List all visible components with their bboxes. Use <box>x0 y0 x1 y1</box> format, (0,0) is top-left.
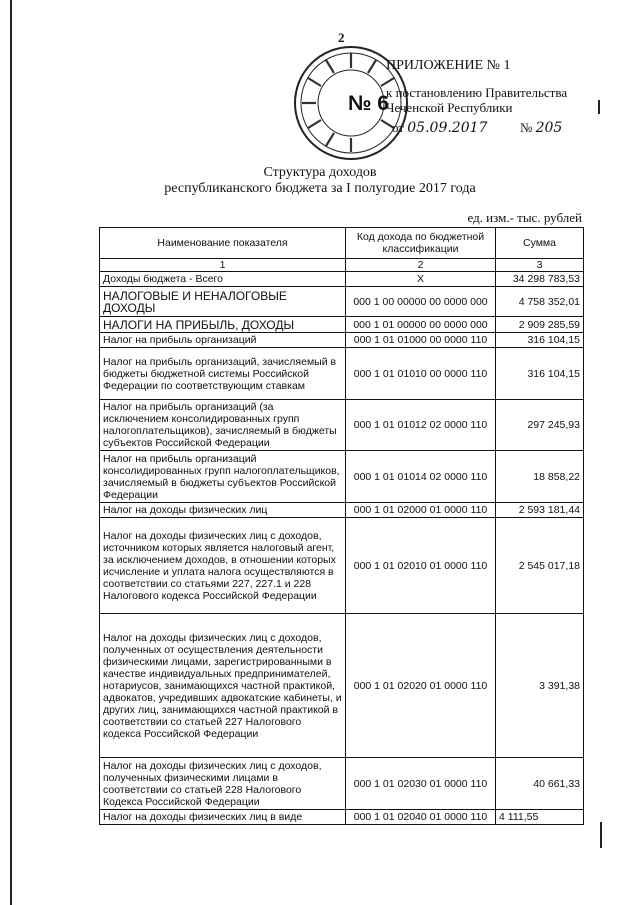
decree-date-row <box>392 120 562 136</box>
row-name: НАЛОГИ НА ПРИБЫЛЬ, ДОХОДЫ <box>100 317 346 333</box>
row-code: 000 1 01 02030 01 0000 110 <box>346 758 496 810</box>
units-label: ед. изм.- тыс. рублей <box>467 210 582 225</box>
row-code: 000 1 01 00000 00 0000 000 <box>346 317 496 333</box>
row-name: Налог на прибыль организаций <box>100 333 346 348</box>
row-name: Налог на доходы физических лиц <box>100 503 346 518</box>
row-sum: 316 104,15 <box>496 348 584 400</box>
header-sum: Сумма <box>496 228 584 259</box>
row-sum: 2 545 017,18 <box>496 518 584 614</box>
row-code: 000 1 01 02020 01 0000 110 <box>346 614 496 758</box>
table-row <box>100 810 584 825</box>
table-row <box>100 272 584 287</box>
decree-number: 205 <box>535 120 563 136</box>
row-sum: 34 298 783,53 <box>496 272 584 287</box>
row-name: Налог на доходы физических лиц с доходов, источником которых является налоговый агент, за исключением доходов, в отношении которых исчисление и уплата налога осуществляются в соответствии со статьями 227, 227.1 и 228 Налогового кодекса Российской Федерации <box>100 518 346 614</box>
table-row <box>100 451 584 503</box>
row-sum: 4 111,55 <box>496 810 584 825</box>
seal-number: № 6 <box>348 92 389 115</box>
table-row <box>100 614 584 758</box>
appendix-title: ПРИЛОЖЕНИЕ № 1 <box>386 58 511 73</box>
header-code: Код дохода по бюджетной классификации <box>346 228 496 259</box>
row-sum: 4 758 352,01 <box>496 287 584 317</box>
row-name: Налог на прибыль организаций (за исключением консолидированных групп налогоплательщиков), зачисляемый в бюджеты субъектов Российской Федерации <box>100 400 346 451</box>
row-sum: 2 909 285,59 <box>496 317 584 333</box>
row-sum: 3 391,38 <box>496 614 584 758</box>
row-code: 000 1 01 01014 02 0000 110 <box>346 451 496 503</box>
page-number: 2 <box>338 30 345 45</box>
table-row <box>100 518 584 614</box>
row-code: 000 1 01 01000 00 0000 110 <box>346 333 496 348</box>
revenue-table <box>99 227 584 825</box>
scan-mark-bottom <box>600 822 602 848</box>
row-code: 000 1 01 02040 01 0000 110 <box>346 810 496 825</box>
row-code: 000 1 01 01010 00 0000 110 <box>346 348 496 400</box>
column-number-row <box>100 259 584 272</box>
table-row <box>100 400 584 451</box>
row-sum: 2 593 181,44 <box>496 503 584 518</box>
from-label: от <box>392 120 405 135</box>
row-name: НАЛОГОВЫЕ И НЕНАЛОГОВЫЕ ДОХОДЫ <box>100 287 346 317</box>
row-code: 000 1 01 02010 01 0000 110 <box>346 518 496 614</box>
table-row <box>100 758 584 810</box>
column-number: 3 <box>496 259 584 272</box>
table-row <box>100 348 584 400</box>
row-name: Налог на доходы физических лиц с доходов, полученных физическими лицами в соответствии со статьей 228 Налогового Кодекса Российской Федерации <box>100 758 346 810</box>
table-row <box>100 287 584 317</box>
row-name: Налог на прибыль организаций, зачисляемый в бюджеты бюджетной системы Российской Федерации по соответствующим ставкам <box>100 348 346 400</box>
row-code: X <box>346 272 496 287</box>
scan-edge-left <box>10 0 12 905</box>
scan-mark-top <box>598 100 600 114</box>
header-name: Наименование показателя <box>100 228 346 259</box>
appendix-line-2: Чеченской Республики <box>386 100 513 115</box>
row-name: Налог на доходы физических лиц в виде <box>100 810 346 825</box>
appendix-line-1: к постановлению Правительства <box>386 85 568 100</box>
number-label: № <box>519 120 533 135</box>
row-sum: 40 661,33 <box>496 758 584 810</box>
row-sum: 18 858,22 <box>496 451 584 503</box>
title-line-2: республиканского бюджета за I полугодие 2017 года <box>164 181 476 196</box>
row-code: 000 1 01 01012 02 0000 110 <box>346 400 496 451</box>
title-line-1: Структура доходов <box>263 165 377 180</box>
row-sum: 297 245,93 <box>496 400 584 451</box>
document-title <box>0 165 640 197</box>
row-name: Налог на доходы физических лиц с доходов, полученных от осуществления деятельности физическими лицами, зарегистрированными в качестве индивидуальных предпринимателей, нотариусов, занимающихся частной практикой, адвокатов, учредивших адвокатские кабинеты, и других лиц, занимающихся частной практикой в соответствии со статьей 227 Налогового кодекса Российской Федерации <box>100 614 346 758</box>
row-name: Доходы бюджета - Всего <box>100 272 346 287</box>
column-number: 2 <box>346 259 496 272</box>
table-row <box>100 317 584 333</box>
row-code: 000 1 00 00000 00 0000 000 <box>346 287 496 317</box>
table-header-row <box>100 228 584 259</box>
row-code: 000 1 01 02000 01 0000 110 <box>346 503 496 518</box>
appendix-block <box>386 58 567 115</box>
column-number: 1 <box>100 259 346 272</box>
decree-date: 05.09.2017 <box>407 120 488 136</box>
table-row <box>100 333 584 348</box>
row-sum: 316 104,15 <box>496 333 584 348</box>
row-name: Налог на прибыль организаций консолидированных групп налогоплательщиков, зачисляемый в бюджеты субъектов Российской Федерации <box>100 451 346 503</box>
table-row <box>100 503 584 518</box>
